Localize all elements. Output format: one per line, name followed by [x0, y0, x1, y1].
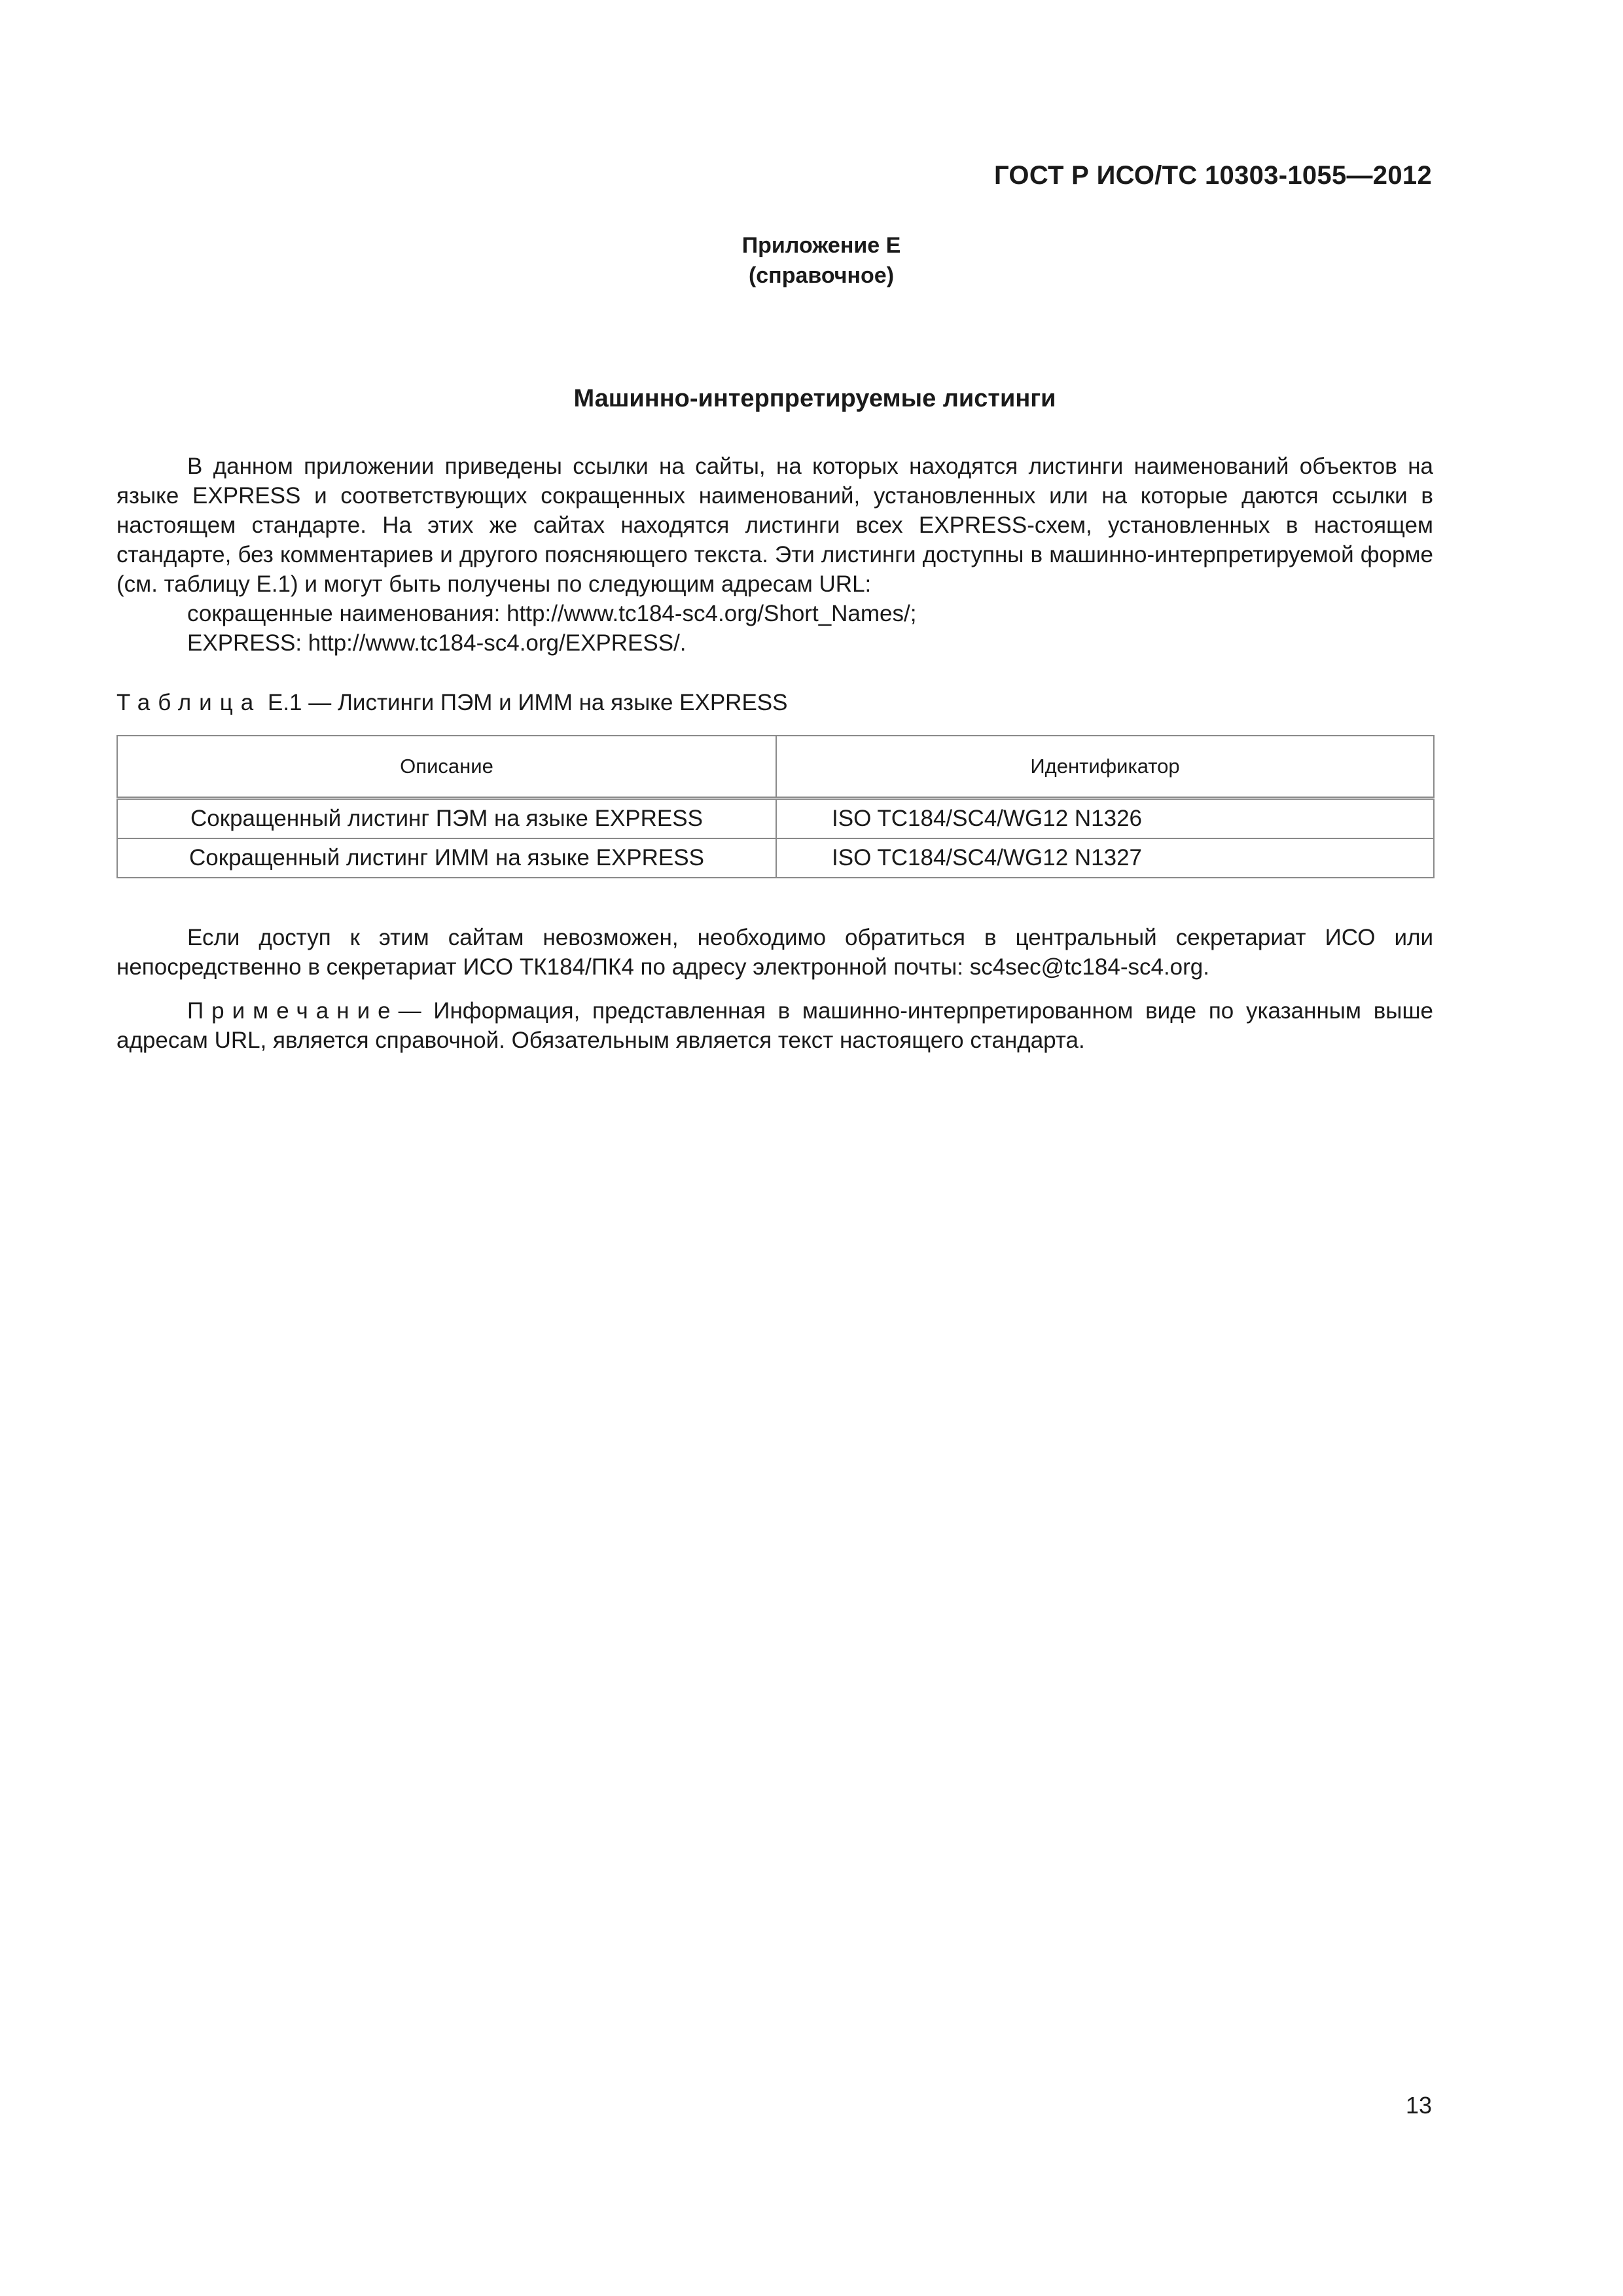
table-header-row [117, 736, 1434, 798]
standard-code: ГОСТ Р ИСО/ТС 10303-1055—2012 [993, 161, 1432, 190]
column-header-description: Описание [117, 736, 776, 798]
annex-heading [0, 230, 1623, 291]
annex-title: Приложение Е [741, 233, 901, 258]
note-block [116, 996, 1433, 1055]
table-caption-label: Таблица [116, 690, 262, 715]
short-names-url: сокращенные наименования: http://www.tc184-sc4.org/Short_Names/; [187, 601, 917, 626]
listings-table [116, 735, 1435, 878]
table-row [117, 798, 1434, 839]
page-number: 13 [1405, 2092, 1432, 2119]
table-row [117, 838, 1434, 878]
table-caption-text: Е.1 — Листинги ПЭМ и ИММ на языке EXPRESS [267, 690, 788, 715]
express-url: EXPRESS: http://www.tc184-sc4.org/EXPRESS/. [187, 630, 687, 656]
row-identifier: ISO TC184/SC4/WG12 N1326 [776, 798, 1434, 839]
access-paragraph: Если доступ к этим сайтам невозможен, необходимо обратиться в центральный секретариат ИСО или непосредственно в секретариат ИСО ТК184/ПК4 по адресу электронной почты: sc4sec@tc184-sc4.org. [116, 925, 1433, 980]
column-header-identifier: Идентификатор [776, 736, 1434, 798]
intro-paragraph: В данном приложении приведены ссылки на сайты, на которых находятся листинги наименований объектов на языке EXPRESS и соответствующих сокращенных наименований, установленных или на которые даются ссылки в настоящем стандарте. На этих же сайтах находятся листинги всех EXPRESS-схем, установленных в настоящем стандарте, без комментариев и другого поясняющего текста. Эти листинги доступны в машинно-интерпретируемой форме (см. таблицу Е.1) и могут быть получены по следующим адресам URL: [116, 454, 1433, 597]
access-block [116, 923, 1433, 982]
note-label: Примечание [187, 998, 399, 1024]
row-identifier: ISO TC184/SC4/WG12 N1327 [776, 838, 1434, 878]
section-title: Машинно-интерпретируемые листинги [573, 385, 1056, 412]
annex-status: (справочное) [748, 263, 895, 288]
row-description: Сокращенный листинг ПЭМ на языке EXPRESS [117, 798, 776, 839]
note-paragraph [116, 996, 1433, 1055]
table-caption [116, 690, 788, 716]
intro-block [116, 452, 1433, 658]
note-text: — Информация, представленная в машинно-интерпретированном виде по указанным выше адресам URL, является справочной. Обязательным является текст настоящего стандарта. [116, 998, 1433, 1053]
row-description: Сокращенный листинг ИММ на языке EXPRESS [117, 838, 776, 878]
